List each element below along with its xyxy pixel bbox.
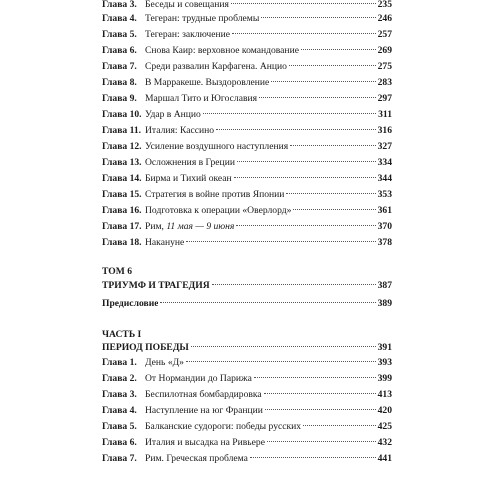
chapter-title: Наступление на юг Франции [145,405,263,416]
toc-entry [102,124,392,138]
leader-dots [234,177,376,178]
leader-dots [237,161,376,162]
chapter-number: Глава 14. [102,173,142,184]
chapter-number: Глава 4. [102,405,137,416]
toc-entry [102,420,392,434]
toc-entry [102,92,392,106]
toc-entry [102,436,392,450]
leader-dots [236,225,375,226]
chapter-title-dates: 11 мая — 9 июня [166,221,235,232]
chapter-title: Удар в Анцио [145,109,201,120]
chapter-title: Тегеран: трудные проблемы [145,13,260,24]
leader-dots [259,97,376,98]
toc-entry [102,156,392,170]
chapter-number: Глава 1. [102,357,137,368]
chapter-number: Глава 18. [102,237,142,248]
page-number: 393 [377,357,392,368]
page-number: 420 [377,405,392,416]
volume-title-entry [102,279,392,293]
chapter-number: Глава 5. [102,421,137,432]
leader-dots [286,193,375,194]
toc-entry [102,204,392,218]
page-number: 246 [377,13,392,24]
leader-dots [289,65,376,66]
chapter-title: Беспилотная бомбардировка [145,389,262,400]
chapter-number: Глава 13. [102,157,142,168]
part-title: ПЕРИОД ПОБЕДЫ [102,342,189,353]
page-number: 387 [377,280,392,291]
leader-dots [186,241,375,242]
page-number: 235 [377,0,392,10]
page-number: 399 [377,373,392,384]
chapter-title: Беседы и совещания [145,0,229,10]
page-number: 311 [378,109,392,120]
toc-entry [102,388,392,402]
page-number: 327 [377,141,392,152]
leader-dots [293,209,375,210]
part-label: ЧАСТЬ I [102,329,142,340]
chapter-number: Глава 17. [102,221,142,232]
page-number: 334 [377,157,392,168]
chapter-title: Осложнения в Греции [145,157,235,168]
page-number: 389 [377,298,392,309]
chapter-number: Глава 15. [102,189,142,200]
volume-label: ТОМ 6 [102,266,132,277]
chapter-title: Рим. Греческая проблема [145,453,248,464]
chapter-number: Глава 3. [102,0,137,10]
leader-dots [261,17,375,18]
chapter-title: В Марракеше. Выздоровление [145,77,270,88]
leader-dots [232,33,376,34]
chapter-number: Глава 12. [102,141,142,152]
page-number: 361 [377,205,392,216]
chapter-title: Накануне [145,237,185,248]
toc-entry [102,404,392,418]
toc-entry [102,220,392,234]
toc-entry [102,356,392,370]
leader-dots [160,302,375,303]
page-number: 269 [377,45,392,56]
toc-entry [102,372,392,386]
chapter-title: Бирма и Тихий океан [145,173,232,184]
leader-dots [267,441,376,442]
chapter-title: Усиление воздушного наступления [145,141,289,152]
chapter-title: Италия: Кассино [145,125,215,136]
preface-entry [102,297,392,311]
toc-entry [102,236,392,250]
toc-entry [102,76,392,90]
chapter-number: Глава 4. [102,13,137,24]
toc-entry [102,140,392,154]
page-number: 441 [377,453,392,464]
leader-dots [301,49,376,50]
toc-entry [102,28,392,42]
leader-dots [303,425,376,426]
toc-entry [102,172,392,186]
chapter-number: Глава 10. [102,109,142,120]
chapter-title-prefix: Рим, [145,221,167,232]
leader-dots [271,81,375,82]
chapter-title: Балканские судороги: победы русских [145,421,302,432]
chapter-title [145,220,234,234]
page-number: 283 [377,77,392,88]
leader-dots [254,377,376,378]
volume-title: ТРИУМФ И ТРАГЕДИЯ [102,280,210,291]
preface-title: Предисловие [102,298,159,309]
chapter-title: Тегеран: заключение [145,29,230,40]
toc-entry [102,44,392,58]
toc-entry [102,452,392,466]
chapter-number: Глава 11. [102,125,142,136]
leader-dots [186,361,376,362]
part-title-entry [102,341,392,355]
page-number: 275 [377,61,392,72]
leader-dots [203,113,376,114]
leader-dots [250,457,376,458]
chapter-number: Глава 2. [102,373,137,384]
toc-entry [102,0,392,12]
leader-dots [290,145,375,146]
chapter-title: Среди развалин Карфагена. Анцио [145,61,287,72]
toc-entry [102,108,392,122]
page-number: 297 [377,93,392,104]
page-number: 344 [377,173,392,184]
leader-dots [264,393,376,394]
toc-entry [102,188,392,202]
chapter-number: Глава 3. [102,389,137,400]
page-number: 257 [377,29,392,40]
chapter-title: Снова Каир: верховное командование [145,45,299,56]
page-number: 378 [377,237,392,248]
leader-dots [231,3,376,4]
leader-dots [265,409,376,410]
toc-entry [102,12,392,26]
leader-dots [191,346,376,347]
chapter-title: От Нормандии до Парижа [145,373,252,384]
page-number: 353 [377,189,392,200]
page-number: 432 [377,437,392,448]
page-number: 370 [377,221,392,232]
page-number: 425 [377,421,392,432]
toc-entry [102,60,392,74]
chapter-number: Глава 16. [102,205,142,216]
chapter-title: Италия и высадка на Ривьере [145,437,265,448]
chapter-number: Глава 9. [102,93,137,104]
chapter-title: Маршал Тито и Югославия [145,93,258,104]
chapter-number: Глава 5. [102,29,137,40]
page-number: 413 [377,389,392,400]
chapter-title: День «Д» [145,357,184,368]
leader-dots [212,284,376,285]
chapter-number: Глава 7. [102,61,137,72]
page-number: 391 [377,342,392,353]
chapter-number: Глава 6. [102,437,137,448]
page-number: 316 [377,125,392,136]
chapter-title: Стратегия в войне против Японии [145,189,285,200]
chapter-title: Подготовка к операции «Оверлорд» [145,205,292,216]
chapter-number: Глава 6. [102,45,137,56]
chapter-number: Глава 7. [102,453,137,464]
chapter-number: Глава 8. [102,77,137,88]
leader-dots [216,129,376,130]
